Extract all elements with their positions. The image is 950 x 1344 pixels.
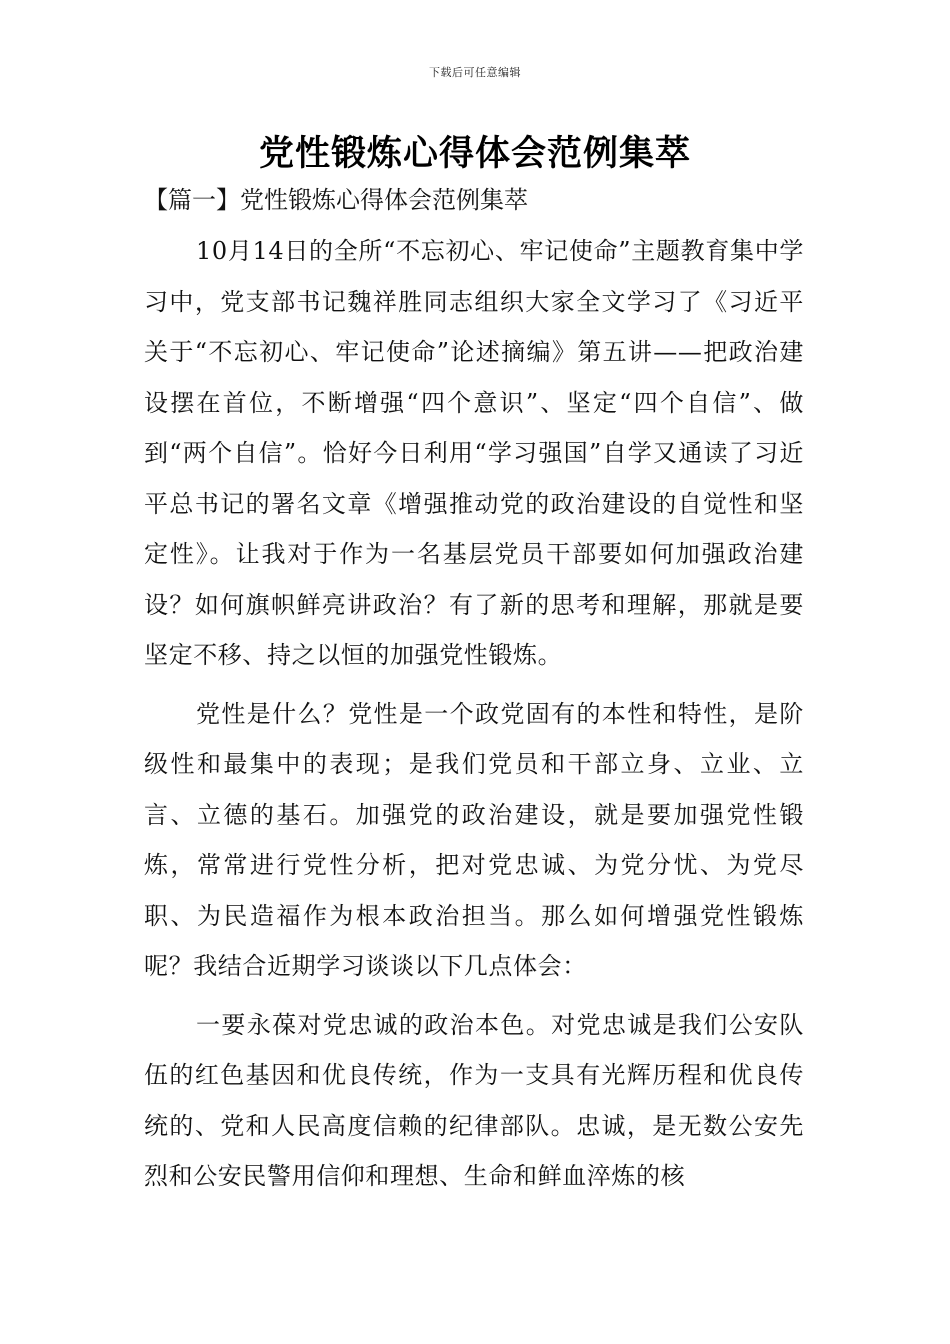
body-text	[144, 226, 804, 1202]
section-heading: 【篇一】党性锻炼心得体会范例集萃	[144, 186, 528, 214]
paragraph-2: 党性是什么？党性是一个政党固有的本性和特性，是阶级性和最集中的表现；是我们党员和干部立身、立业、立言、立德的基石。加强党的政治建设，就是要加强党性锻炼，常常进行党性分析，把对党忠诚、为党分忧、为党尽职、为民造福作为根本政治担当。那么如何增强党性锻炼呢？我结合近期学习谈谈以下几点体会：	[144, 699, 804, 980]
document-title: 党性锻炼心得体会范例集萃	[258, 134, 691, 174]
header-note: 下载后可任意编辑	[429, 66, 521, 79]
paragraph-3: 一要永葆对党忠诚的政治本色。对党忠诚是我们公安队伍的红色基因和优良传统，作为一支具有光辉历程和优良传统的、党和人民高度信赖的纪律部队。忠诚，是无数公安先烈和公安民警用信仰和理想、生命和鲜血淬炼的核	[144, 1010, 804, 1190]
paragraph-1: 10月14日的全所“不忘初心、牢记使命”主题教育集中学习中，党支部书记魏祥胜同志组织大家全文学习了《习近平关于“不忘初心、牢记使命”论述摘编》第五讲——把政治建设摆在首位，不断增强“四个意识”、坚定“四个自信”、做到“两个自信”。恰好今日利用“学习强国”自学又通读了习近平总书记的署名文章《增强推动党的政治建设的自觉性和坚定性》。让我对于作为一名基层党员干部要如何加强政治建设？如何旗帜鲜亮讲政治？有了新的思考和理解，那就是要坚定不移、持之以恒的加强党性锻炼。	[144, 237, 804, 669]
